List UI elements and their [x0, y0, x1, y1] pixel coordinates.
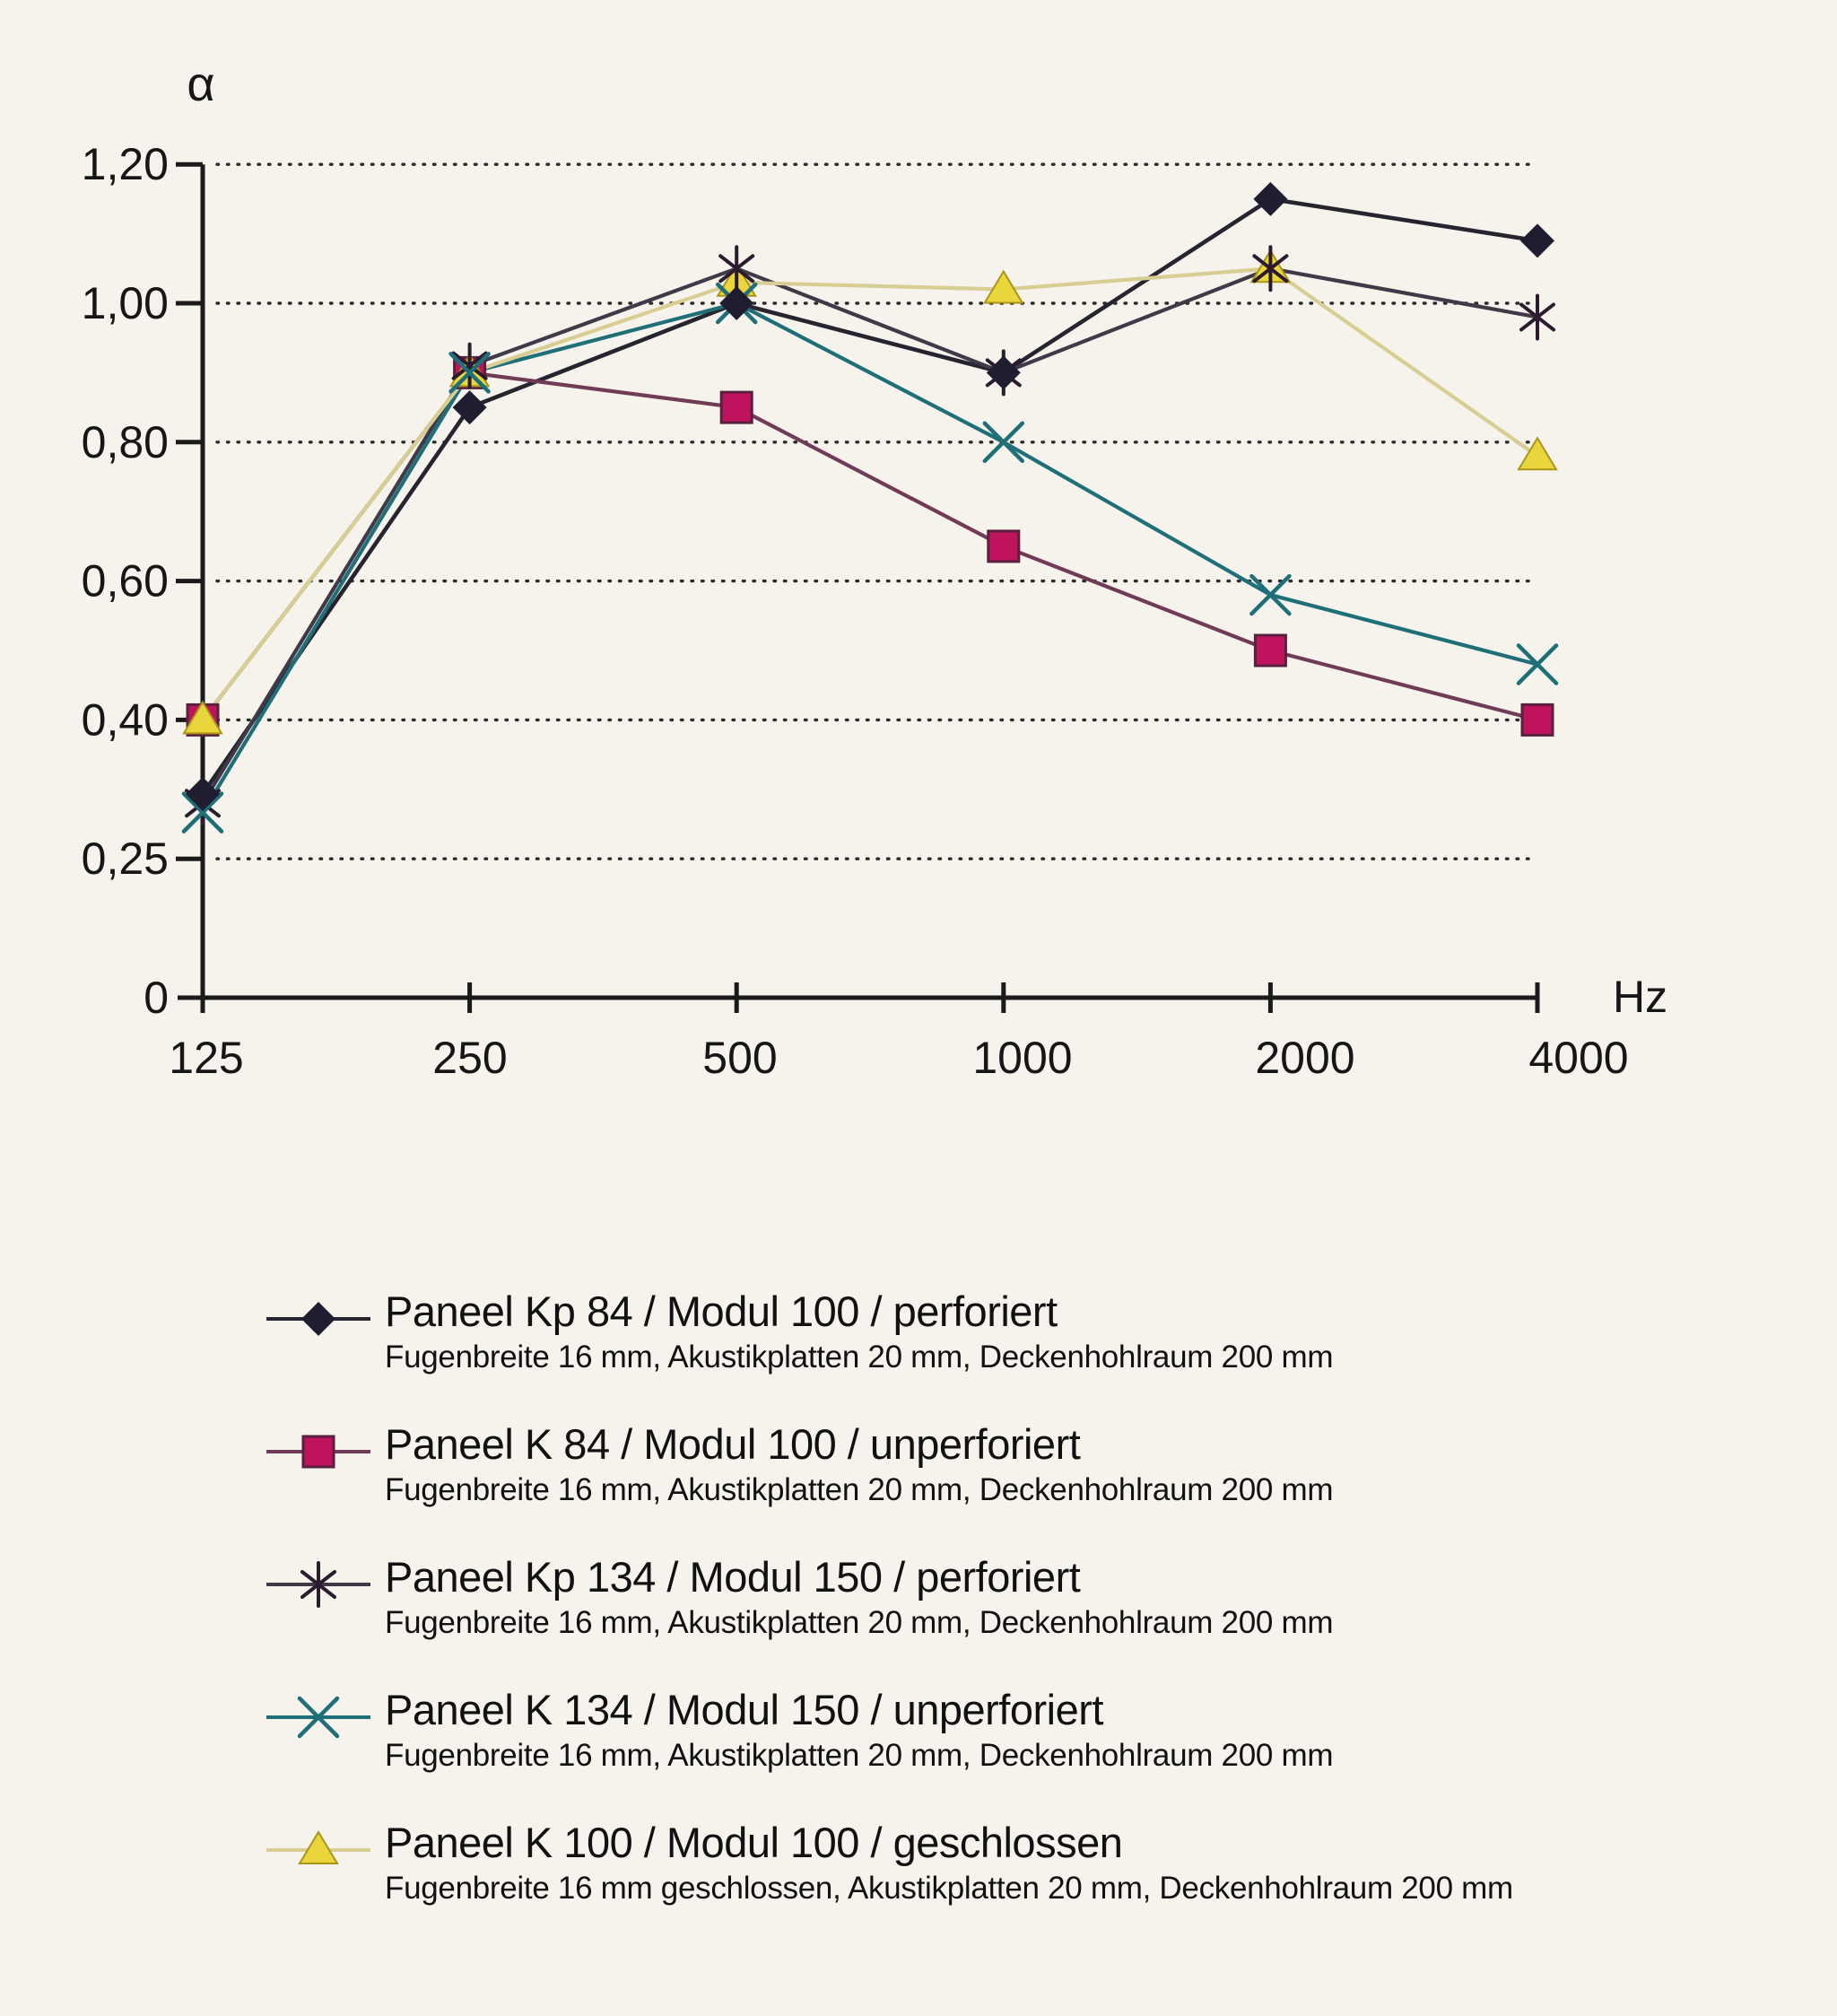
x-tick-label: 2000 [1255, 1033, 1355, 1083]
square-icon [303, 1436, 334, 1467]
x-icon [300, 1698, 337, 1736]
y-tick-label: 1,00 [81, 278, 169, 328]
legend-title: Paneel K 100 / Modul 100 / geschlossen [385, 1819, 1123, 1866]
legend-entry-1 [266, 1288, 1333, 1376]
legend-marker-diamond-icon [266, 1288, 370, 1349]
asterisk-icon [302, 1572, 335, 1597]
y-tick-label: 0,80 [81, 416, 169, 467]
marker-square [721, 392, 752, 423]
marker-square [1255, 635, 1285, 666]
y-tick-label: 1,20 [81, 139, 169, 190]
series-line-3 [203, 268, 1537, 803]
x-tick-label: 1000 [972, 1033, 1073, 1083]
legend-title: Paneel K 134 / Modul 150 / unperforiert [385, 1686, 1103, 1733]
legend-entry-4 [266, 1687, 1333, 1775]
legend-subtitle: Fugenbreite 16 mm geschlossen, Akustikplatten 20 mm, Deckenhohlraum 200 mm [385, 1871, 1513, 1906]
y-tick-label: 0,25 [81, 833, 169, 885]
y-tick-label: 0,60 [81, 555, 169, 607]
legend-marker-x-icon [266, 1687, 370, 1748]
marker-diamond [1253, 182, 1287, 216]
legend-title: Paneel Kp 134 / Modul 150 / perforiert [385, 1553, 1081, 1601]
legend-entry-3 [266, 1554, 1333, 1642]
y-tick-label: 0 [144, 973, 169, 1023]
legend-subtitle: Fugenbreite 16 mm, Akustikplatten 20 mm, Deckenhohlraum 200 mm [385, 1340, 1334, 1375]
series-line-1 [203, 199, 1537, 794]
y-tick-label: 0,40 [81, 694, 169, 746]
legend-entry-2 [266, 1421, 1333, 1509]
diamond-icon [301, 1302, 335, 1336]
marker-diamond [987, 355, 1021, 389]
legend-subtitle: Fugenbreite 16 mm, Akustikplatten 20 mm, Deckenhohlraum 200 mm [385, 1472, 1334, 1507]
legend-marker-triangle-icon [266, 1820, 370, 1881]
legend-title: Paneel K 84 / Modul 100 / unperforiert [385, 1420, 1081, 1468]
asterisk-icon [302, 1572, 335, 1597]
legend-subtitle: Fugenbreite 16 mm, Akustikplatten 20 mm, Deckenhohlraum 200 mm [385, 1605, 1334, 1640]
x-axis-title-hz: Hz [1613, 972, 1668, 1022]
triangle-icon [300, 1832, 337, 1863]
series-line-2 [203, 372, 1537, 720]
marker-diamond [1520, 223, 1554, 257]
legend-marker-square-icon [266, 1421, 370, 1482]
marker-triangle [1519, 438, 1556, 469]
series-line-4 [203, 303, 1537, 813]
x-icon [300, 1698, 337, 1736]
x-tick-label: 125 [169, 1033, 244, 1083]
x-tick-label: 250 [432, 1033, 508, 1083]
y-axis-title-alpha: α [187, 57, 215, 111]
marker-square [988, 531, 1019, 562]
legend-subtitle: Fugenbreite 16 mm, Akustikplatten 20 mm, Deckenhohlraum 200 mm [385, 1738, 1334, 1773]
marker-square [1522, 704, 1553, 735]
x-tick-label: 500 [702, 1033, 778, 1083]
legend-entry-5 [266, 1820, 1513, 1907]
legend-title: Paneel Kp 84 / Modul 100 / perforiert [385, 1287, 1058, 1335]
legend-marker-asterisk-icon [266, 1554, 370, 1615]
x-tick-label: 4000 [1528, 1033, 1629, 1083]
